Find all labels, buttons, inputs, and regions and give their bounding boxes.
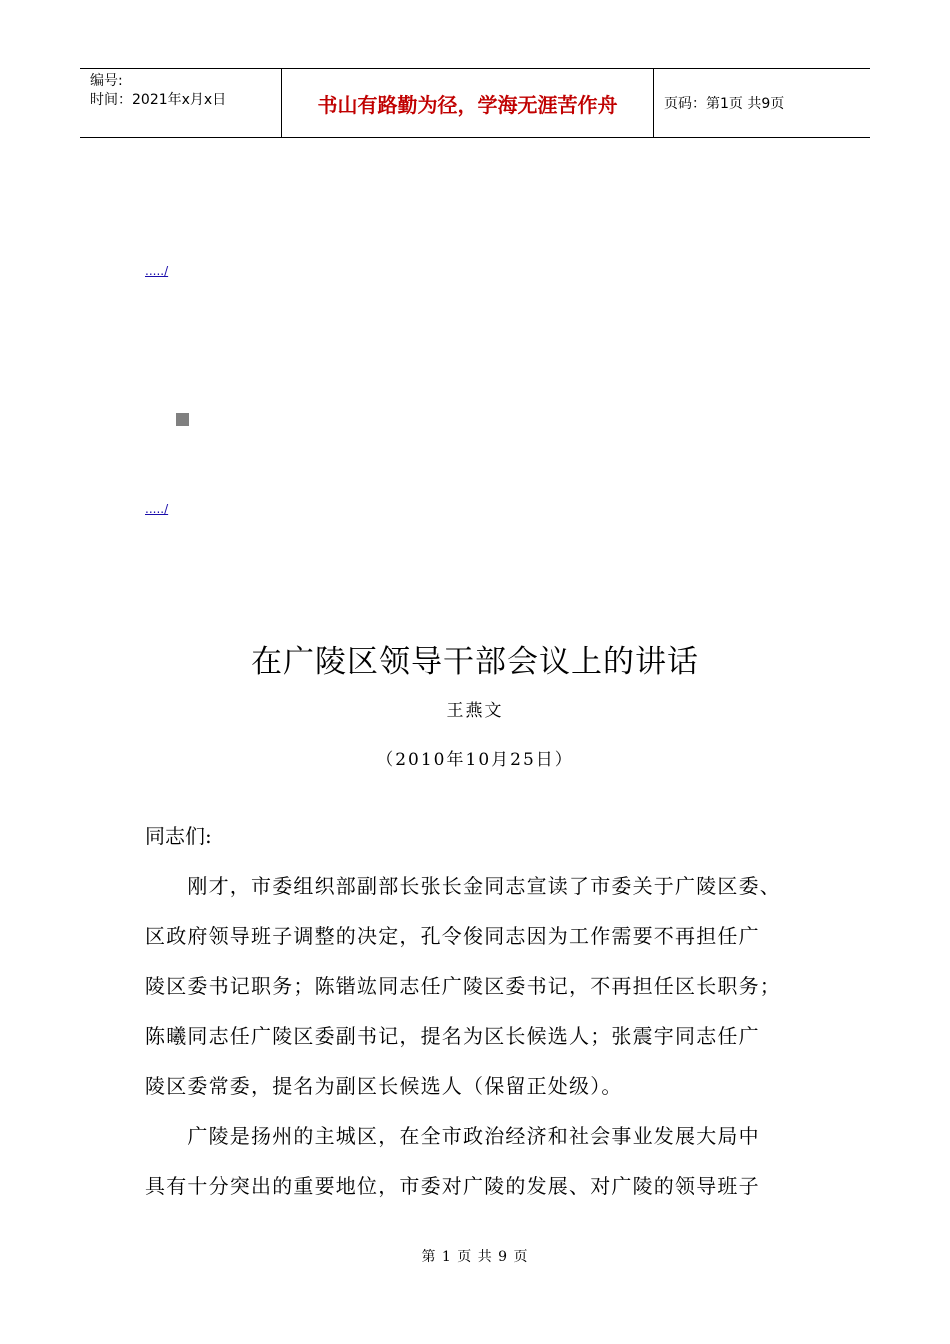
header-page-info: 页码：第1页 共9页 bbox=[664, 96, 785, 112]
body-line: 具有十分突出的重要地位，市委对广陵的发展、对广陵的领导班子 bbox=[145, 1174, 760, 1198]
header-motto: 书山有路勤为径，学海无涯苦作舟 bbox=[282, 69, 654, 137]
greeting: 同志们: bbox=[145, 824, 212, 848]
document-author: 王燕文 bbox=[446, 701, 504, 721]
body-line: 广陵是扬州的主城区，在全市政治经济和社会事业发展大局中 bbox=[145, 1124, 760, 1148]
time-label: 时间：2021年x月x日 bbox=[90, 92, 227, 108]
body-line: 陵区委书记职务；陈锴竑同志任广陵区委书记，不再担任区长职务； bbox=[145, 974, 781, 998]
serial-label: 编号: bbox=[90, 73, 123, 89]
dots-link-1[interactable]: ...../ bbox=[145, 264, 169, 278]
page-footer: 第 1 页 共 9 页 bbox=[421, 1249, 529, 1265]
gray-square-icon bbox=[176, 413, 189, 426]
header-meta bbox=[80, 69, 282, 137]
body-line: 刚才，市委组织部副部长张长金同志宣读了市委关于广陵区委、 bbox=[145, 874, 781, 898]
page-header bbox=[80, 68, 870, 138]
body-line: 区政府领导班子调整的决定，孔令俊同志因为工作需要不再担任广 bbox=[145, 924, 760, 948]
body-line: 陈曦同志任广陵区委副书记，提名为区长候选人；张震宇同志任广 bbox=[145, 1024, 760, 1048]
document-title: 在广陵区领导干部会议上的讲话 bbox=[251, 644, 699, 680]
document-date: （2010年10月25日） bbox=[376, 750, 574, 770]
body-line: 陵区委常委，提名为副区长候选人（保留正处级）。 bbox=[145, 1074, 623, 1098]
dots-link-2[interactable]: ...../ bbox=[145, 502, 169, 516]
